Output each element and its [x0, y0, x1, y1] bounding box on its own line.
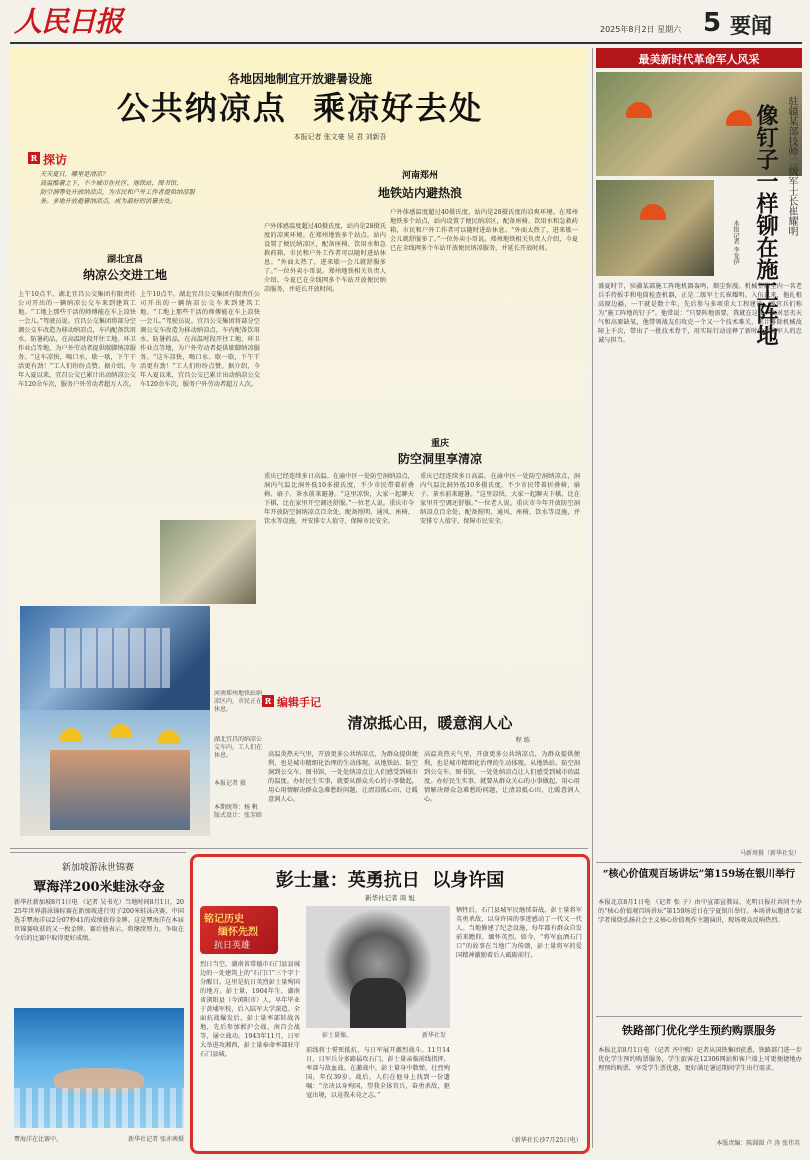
chongqing-region: 重庆 — [430, 439, 449, 449]
chongqing-text-col2: 重庆已经连续多日高温。在渝中区一处防空洞纳凉点，洞内气温比洞外低10多摄氏度，不少市民带着折叠椅、扇子、茶水前来避暑。“这里凉快，大家一起聊天下棋，比在家里开空调还舒服。”一位老人说。重庆市今年开放防空洞纳凉点百余处，配备照明、通风、座椅、饮水等设施，并安排专人值守，保障市民安全。 — [420, 473, 580, 525]
feature-reporters: 本报记者 张文豪 吴 君 刘新吾 — [293, 133, 387, 141]
date-line: 2025年8月2日 星期六 — [600, 25, 682, 34]
badge-line-3: 抗日英雄 — [214, 941, 251, 951]
henan-text-col1: 户外体感温度超过40摄氏度，站内是28摄氏度的凉爽环境。在郑州地铁多个站点，站内设置了便民纳凉区，配备座椅、饮用水和急救药箱，市民和户外工作者可以随时进站休息。“外面太热了，进来歇一会儿就舒服多了。”一位外卖小哥说。郑州地铁相关负责人介绍，今夏已在全线网多个车站开放便民纳凉服务，并延长开放时间。 — [264, 223, 386, 293]
chongqing-title: 防空洞里享清凉 — [397, 452, 482, 466]
right-subtitle: 驻疆某部技师二级军士长崔耀明 — [786, 96, 797, 236]
hubei-text-col2: 上午10点半，湖北宜昌公交集团有限责任公司开出的一辆纳凉公交车来到建筑工地。“工地上那些干活的师傅能在车上凉快一会儿。”驾驶员说。宜昌公交集团将部分空调公交车改造为移动纳凉点，车内配备饮用水、防暑药品，在高温时段开往工地、环卫作业点等地，为户外劳动者提供歇脚纳凉服务。“这车凉快，喝口水、歇一歇，下午干活更有劲！”工人们纷纷点赞。据介绍，今年入夏以来，宜昌公交已累计出动纳凉公交车120余车次，服务户外劳动者超万人次。 — [140, 291, 260, 388]
henan-title: 地铁站内避热浪 — [377, 186, 462, 200]
tag-tanfang — [28, 150, 74, 166]
photo-chongqing — [160, 520, 256, 604]
lecture-text: 本报北京8月1日电 （记者 张 子）由中宣部宣教局、光明日报社共同主办的“核心价值观百场讲坛”第159场近日在宁夏银川举行。本场讲坛邀请专家学者围绕弘扬社会主义核心价值观作主题演讲，现场观众反响热烈。 — [598, 899, 802, 924]
page-number: 5 — [703, 8, 722, 38]
hubei-region: 湖北宜昌 — [106, 255, 143, 265]
swim-caption: 覃海洋在比赛中。 — [14, 1136, 63, 1143]
right-article-text: 盛夏时节，驻疆某部施工阵地机器轰鸣，烟尘弥漫。机械整修室内一名老兵手持扳手和电筒检查机器，正是二级军士长崔耀明。入伍以来，他扎根高原边疆，一干就是数十年，先后参与多项重大工程建设，被官兵们称为“施工阵地的钉子”。他常说：“只要阵地需要，我就在这里。”面对恶劣天气和高原缺氧，他带领战友们攻克一个又一个技术难关，累计排除机械故障上千次，带出了一批技术骨干，用实际行动诠释了新时代革命军人的忠诚与担当。 — [598, 283, 802, 344]
right-small-credit: 马新周摄（新华社发） — [739, 850, 800, 857]
peng-col3: 牺牲后，石门县城军民继续奋战。彭士量将军英勇杀敌、以身许国的事迹感动了一代又一代人。当地修建了纪念设施，每年都有群众自发前来瞻仰，缅怀英烈。如今，“将军血洒石门口”的故事在当地广为传颂，彭士量将军的爱国精神激励着后人砥砺前行。 — [456, 907, 582, 959]
right-reporter: 本报记者 李龙伊 — [732, 220, 739, 266]
badge-line-1: 铭记历史 — [204, 914, 244, 925]
hubei-text-col1: 上午10点半，湖北宜昌公交集团有限责任公司开出的一辆纳凉公交车来到建筑工地。“工地上那些干活的师傅能在车上凉快一会儿。”驾驶员说。宜昌公交集团将部分空调公交车改造为移动纳凉点，车内配备饮用水、防暑药品，在高温时段开往工地、环卫作业点等地，为户外劳动者提供歇脚纳凉服务。“这车凉快，喝口水、歇一歇，下午干活更有劲！”工人们纷纷点赞。据介绍，今年入夏以来，宜昌公交已累计出动纳凉公交车120余车次，服务户外劳动者超万人次。 — [18, 291, 136, 388]
photo-swimmer — [14, 1008, 184, 1128]
commentary-title: 清凉抵心田，暖意润人心 — [347, 714, 513, 732]
lecture-title: “核心价值观百场讲坛”第159场在银川举行 — [602, 869, 796, 880]
right-title: 像钉子一样铆在施工阵地 — [753, 104, 779, 346]
swim-text: 新华社新加坡8月1日电 （记者 吴书光）当地时间8月1日，2025年世界游泳锦标赛在新加坡进行男子200米蛙泳决赛，中国选手覃海洋以2分07秒41的成绩获得金牌。这是覃海洋在本届世锦赛收获的又一枚金牌。赛后他表示，将继续努力，争取在今后的比赛中取得更好成绩。 — [14, 899, 184, 942]
peng-source: （新华社长沙7月25日电） — [508, 1137, 582, 1144]
newspaper-logo: 人民日报 — [14, 5, 123, 38]
peng-title: 彭士量：英勇抗日 以身许国 — [275, 870, 505, 891]
photo-caption-1: 河南郑州地铁站纳凉区内，市民正在休息。 — [214, 690, 262, 713]
swim-tag: 新加坡游泳世锦赛 — [61, 863, 134, 873]
right-banner: 最美新时代革命军人风采 — [596, 48, 802, 68]
peng-col2: 前线将士誓死抵抗，与日军展开激烈战斗。11月14日，日军兵分多路猛攻石门，彭士量亲临前线指挥，率部与敌血战。在激战中，彭士量身中数弹，壮烈殉国，年仅39岁。战后，人们在他身上找到一份遗嘱：“余决以身殉国，望我全体官兵，奋勇杀敌，驱寇出境，以竟我未竟之志。” — [306, 1047, 450, 1099]
editor-note: 本期统筹：杨 帆 版式设计：张芳晗 — [214, 804, 263, 819]
henan-text-col2: 户外体感温度超过40摄氏度，站内是28摄氏度的凉爽环境。在郑州地铁多个站点，站内设置了便民纳凉区，配备座椅、饮用水和急救药箱，市民和户外工作者可以随时进站休息。“外面太热了，进来歇一会儿就舒服多了。”一位外卖小哥说。郑州地铁相关负责人介绍，今夏已在全线网多个车站开放便民纳凉服务，并延长开放时间。 — [390, 209, 578, 252]
swim-credit: 新华社记者 张亦茜摄 — [128, 1136, 184, 1143]
swim-title: 覃海洋200米蛙泳夺金 — [33, 880, 165, 895]
peng-portrait — [306, 906, 450, 1028]
photo-bus-workers — [20, 710, 210, 836]
rail-editor: 本版责编：陈圆圆 卢 涛 张伟英 — [716, 1140, 800, 1147]
hubei-title: 纳凉公交进工地 — [82, 268, 167, 282]
peng-col1: 烈日当空，湖南省常德市石门县县城边的一处建筑上的“石门口”三个字十分醒目。这里是抗日英烈彭士量殉国的地方。彭士量，1904年生，湖南省浏阳县（今浏阳市）人。早年毕业于黄埔军校，后入陆军大学深造。全面抗战爆发后，彭士量率部转战各地，先后参加淞沪会战、南昌会战等，屡立战功。1943年11月，日军大举进攻湘西，彭士量奉命率部驻守石门县城。 — [200, 961, 300, 1058]
feature-intro: 天天夏日，哪里是清凉？ 高温酷暑之下，不少城市在社区、地铁站、图书馆、 防空洞等处开放纳凉点，为市民和户外工作者提供纳凉服 务。多地开放避暑纳凉点，成为最好的消暑去处。 — [40, 171, 195, 205]
photo-metro — [20, 606, 210, 710]
commentary-author: 程 练 — [515, 737, 530, 744]
peng-portrait-caption: 彭士量像。 — [322, 1032, 353, 1039]
rail-title: 铁路部门优化学生预约购票服务 — [622, 1024, 776, 1037]
commentary-text-2: 高温炎热天气里，开放更多公共纳凉点，为群众提供便利，也是城市精细化治理的生动体现。从地铁站、防空洞到公交车、图书馆，一处处纳凉点让人们感受到城市的温度。办好民生实事，就要从群众关心的小事做起，用心用情解决群众急难愁盼问题，让清凉抵心田，让暖意润人心。 — [424, 751, 580, 803]
page-name: 要闻 — [730, 13, 772, 38]
tag-icon: R — [28, 152, 40, 164]
henan-region: 河南郑州 — [401, 171, 438, 181]
peng-badge — [200, 906, 278, 954]
photo-soldier-2 — [596, 180, 714, 276]
peng-author: 新华社记者 周 旭 — [365, 894, 415, 902]
photo-caption-2: 湖北宜昌的纳凉公交车内，工人们在休息。 — [214, 736, 262, 759]
tag-label: 探访 — [43, 153, 68, 167]
feature-main-title: 公共纳凉点 乘凉好去处 — [116, 89, 484, 127]
masthead — [0, 0, 810, 44]
chongqing-text-col1: 重庆已经连续多日高温。在渝中区一处防空洞纳凉点，洞内气温比洞外低10多摄氏度，不少市民带着折叠椅、扇子、茶水前来避暑。“这里凉快，大家一起聊天下棋，比在家里开空调还舒服。”一位老人说。重庆市今年开放防空洞纳凉点百余处，配备照明、通风、座椅、饮水等设施，并安排专人值守，保障市民安全。 — [264, 473, 414, 525]
commentary-text-1: 高温炎热天气里，开放更多公共纳凉点，为群众提供便利，也是城市精细化治理的生动体现。从地铁站、防空洞到公交车、图书馆，一处处纳凉点让人们感受到城市的温度。办好民生实事，就要从群众关心的小事做起，用心用情解决群众急难愁盼问题，让清凉抵心田，让暖意润人心。 — [268, 751, 418, 803]
feature-subtitle: 各地因地制宜开放避暑设施 — [227, 72, 372, 86]
badge-line-2: 缅怀先烈 — [218, 927, 258, 938]
rail-text: 本报北京8月1日电 （记者 齐中熙）记者从国铁集团获悉，铁路部门进一步优化学生预约购票服务，学生旅客在12306网站和客户端上可更便捷地办理预约购票，享受学生票优惠，更好满足暑运期间学生出行需求。 — [598, 1047, 802, 1072]
photo-credit: 本报记者 摄 — [214, 780, 246, 787]
peng-portrait-credit: 新华社发 — [421, 1032, 446, 1039]
